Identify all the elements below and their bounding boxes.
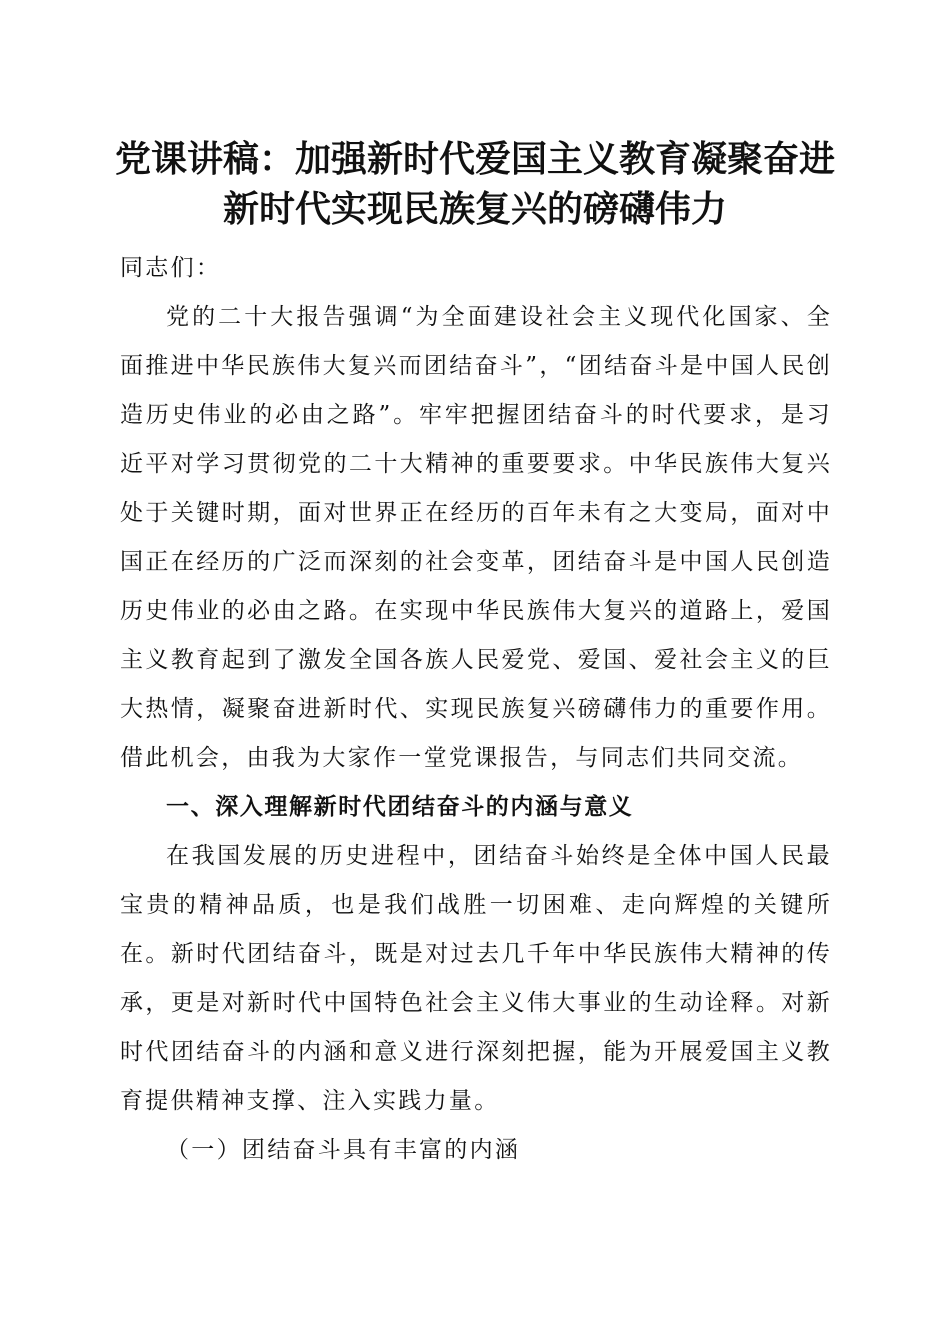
intro-paragraph: 党的二十大报告强调“为全面建设社会主义现代化国家、全面推进中华民族伟大复兴而团结奋斗”，“团结奋斗是中国人民创造历史伟业的必由之路”。牢牢把握团结奋斗的时代要求，是习近平对学习贯彻党的二十大精神的重要要求。中华民族伟大复兴处于关键时期，面对世界正在经历的百年未有之大变局，面对中国正在经历的广泛而深刻的社会变革，团结奋斗是中国人民创造历史伟业的必由之路。在实现中华民族伟大复兴的道路上，爱国主义教育起到了激发全国各族人民爱党、爱国、爱社会主义的巨大热情，凝聚奋进新时代、实现民族复兴磅礴伟力的重要作用。借此机会，由我为大家作一堂党课报告，与同志们共同交流。 [120,304,832,771]
document-title [100,134,850,234]
title-line-1: 党课讲稿：加强新时代爱国主义教育凝聚奋进 [114,138,835,180]
section-paragraph: 在我国发展的历史进程中，团结奋斗始终是全体中国人民最宝贵的精神品质，也是我们战胜一切困难、走向辉煌的关键所在。新时代团结奋斗，既是对过去几千年中华民族伟大精神的传承，更是对新时代中国特色社会主义伟大事业的生动诠释。对新时代团结奋斗的内涵和意义进行深刻把握，能为开展爱国主义教育提供精神支撑、注入实践力量。 [120,843,832,1114]
section-heading-1: 一、深入理解新时代团结奋斗的内涵与意义 [166,794,634,820]
subsection-heading-1: （一）团结奋斗具有丰富的内涵 [166,1137,521,1163]
title-line-2: 新时代实现民族复兴的磅礴伟力 [222,188,727,230]
document-body [120,244,832,1175]
salutation: 同志们： [120,255,222,281]
